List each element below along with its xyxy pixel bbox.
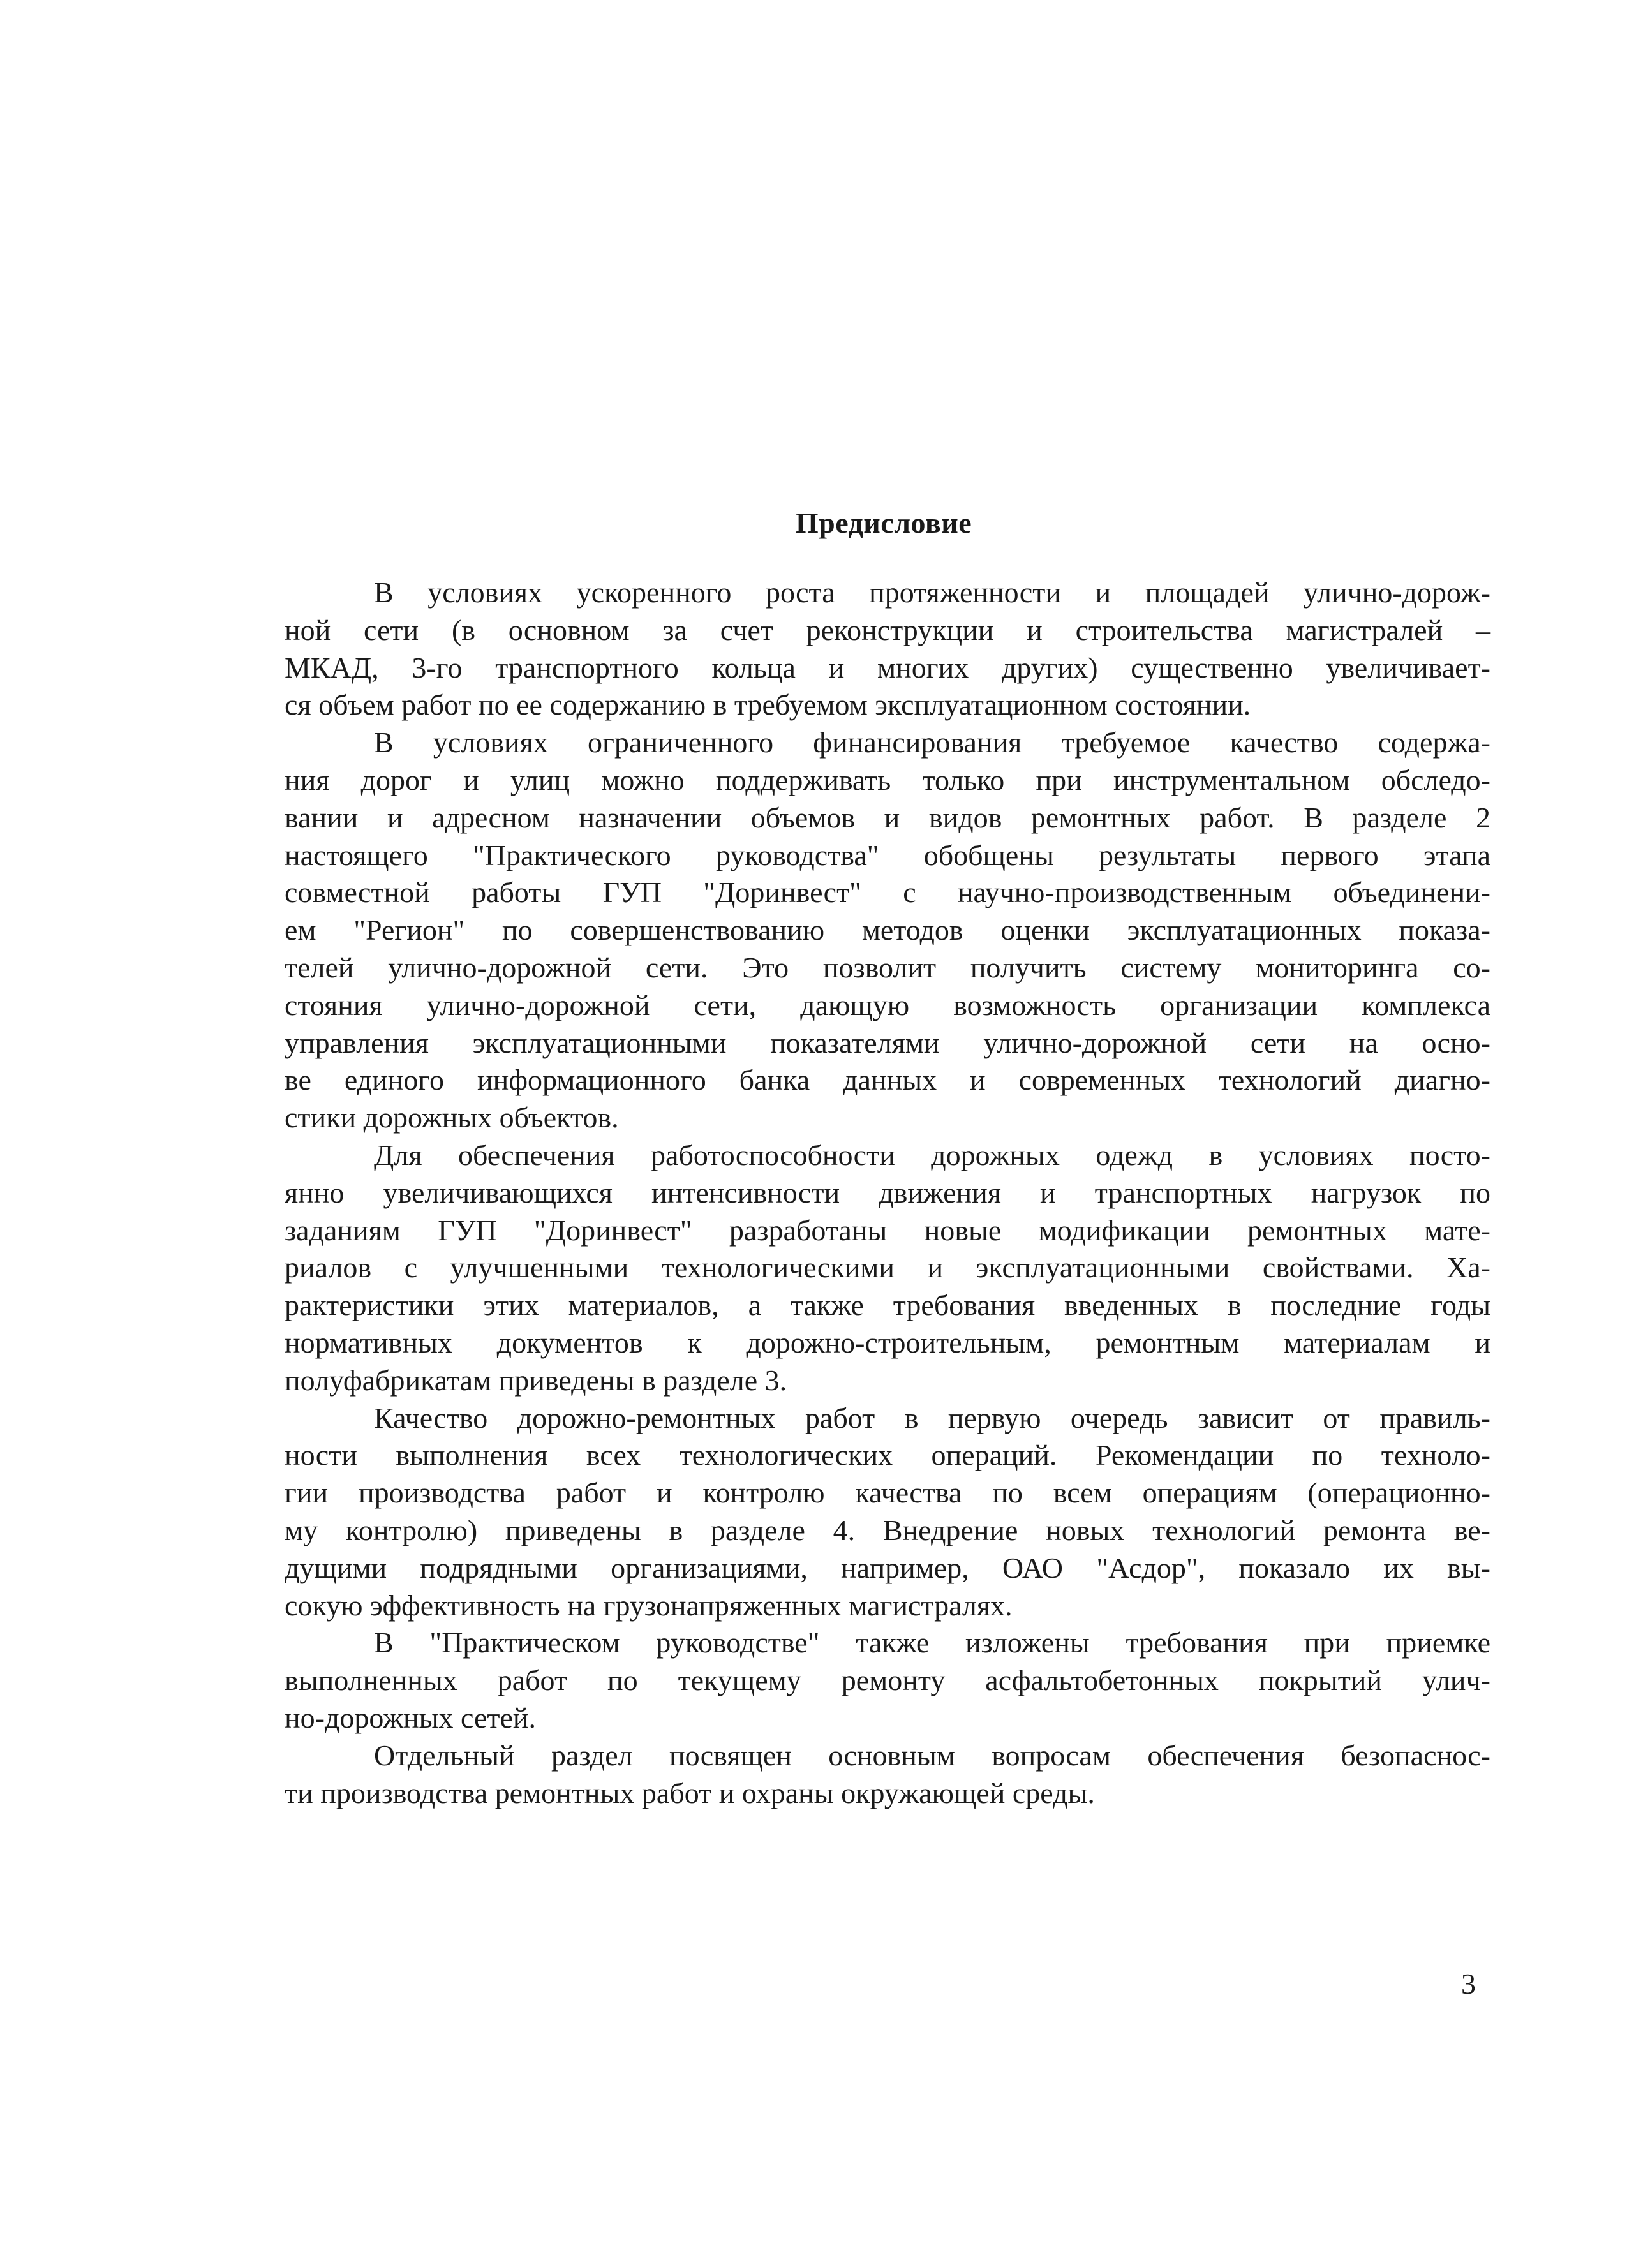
text-line: но-дорожных сетей. bbox=[285, 1701, 537, 1734]
text-line: вании и адресном назначении объемов и видов ремонтных работ. В разделе 2 bbox=[285, 801, 1490, 834]
text-line: ти производства ремонтных работ и охраны окружающей среды. bbox=[285, 1776, 1095, 1809]
text-line: ве единого информационного банка данных и современных технологий диагно- bbox=[285, 1064, 1490, 1097]
paragraph-6 bbox=[285, 1737, 1490, 1812]
text-line: ся объем работ по ее содержанию в требуемом эксплуатационном состоянии. bbox=[285, 688, 1251, 722]
text-line: ной сети (в основном за счет реконструкции и строительства магистралей – bbox=[285, 613, 1490, 646]
text-line: нормативных документов к дорожно-строительным, ремонтным материалам и bbox=[285, 1326, 1490, 1359]
text-line: риалов с улучшенными технологическими и эксплуатационными свойствами. Ха- bbox=[285, 1251, 1490, 1284]
text-line: Качество дорожно-ремонтных работ в первую очередь зависит от правиль- bbox=[374, 1401, 1490, 1434]
text-line: дущими подрядными организациями, например, ОАО "Асдор", показало их вы- bbox=[285, 1551, 1490, 1584]
body-text bbox=[285, 574, 1490, 1812]
text-line: стики дорожных объектов. bbox=[285, 1101, 619, 1134]
text-line: ем "Регион" по совершенствованию методов оценки эксплуатационных показа- bbox=[285, 914, 1490, 947]
text-line: совместной работы ГУП "Доринвест" с научно-производственным объединени- bbox=[285, 876, 1490, 909]
text-line: стояния улично-дорожной сети, дающую возможность организации комплекса bbox=[285, 988, 1490, 1021]
paragraph-1 bbox=[285, 574, 1490, 724]
page-title: Предисловие bbox=[795, 507, 972, 539]
text-line: янно увеличивающихся интенсивности движения и транспортных нагрузок по bbox=[285, 1176, 1490, 1209]
paragraph-5 bbox=[285, 1624, 1490, 1737]
text-line: ния дорог и улиц можно поддерживать только при инструментальном обследо- bbox=[285, 763, 1490, 796]
text-line: му контролю) приведены в разделе 4. Внедрение новых технологий ремонта ве- bbox=[285, 1513, 1490, 1546]
text-line: управления эксплуатационными показателями улично-дорожной сети на осно- bbox=[285, 1026, 1490, 1059]
page-number: 3 bbox=[1461, 1968, 1476, 2000]
text-line: настоящего "Практического руководства" обобщены результаты первого этапа bbox=[285, 838, 1490, 871]
paragraph-4 bbox=[285, 1400, 1490, 1625]
text-line: ности выполнения всех технологических операций. Рекомендации по техноло- bbox=[285, 1439, 1490, 1472]
text-line: В условиях ускоренного роста протяженности и площадей улично-дорож- bbox=[374, 576, 1490, 609]
text-line: телей улично-дорожной сети. Это позволит получить систему мониторинга со- bbox=[285, 951, 1490, 984]
text-line: заданиям ГУП "Доринвест" разработаны новые модификации ремонтных мате- bbox=[285, 1213, 1490, 1247]
text-line: Для обеспечения работоспособности дорожных одежд в условиях посто- bbox=[374, 1138, 1490, 1171]
text-line: МКАД, 3-го транспортного кольца и многих других) существенно увеличивает- bbox=[285, 651, 1490, 684]
text-line: полуфабрикатам приведены в разделе 3. bbox=[285, 1363, 787, 1397]
text-line: выполненных работ по текущему ремонту асфальтобетонных покрытий улич- bbox=[285, 1664, 1490, 1697]
text-line: гии производства работ и контролю качества по всем операциям (операционно- bbox=[285, 1476, 1490, 1509]
text-line: В условиях ограниченного финансирования требуемое качество содержа- bbox=[374, 726, 1490, 759]
text-line: Отдельный раздел посвящен основным вопросам обеспечения безопаснос- bbox=[374, 1738, 1490, 1772]
text-line: В "Практическом руководстве" также изложены требования при приемке bbox=[374, 1626, 1490, 1659]
text-line: сокую эффективность на грузонапряженных магистралях. bbox=[285, 1589, 1013, 1622]
paragraph-3 bbox=[285, 1137, 1490, 1400]
paragraph-2 bbox=[285, 724, 1490, 1137]
text-line: рактеристики этих материалов, а также требования введенных в последние годы bbox=[285, 1289, 1490, 1322]
